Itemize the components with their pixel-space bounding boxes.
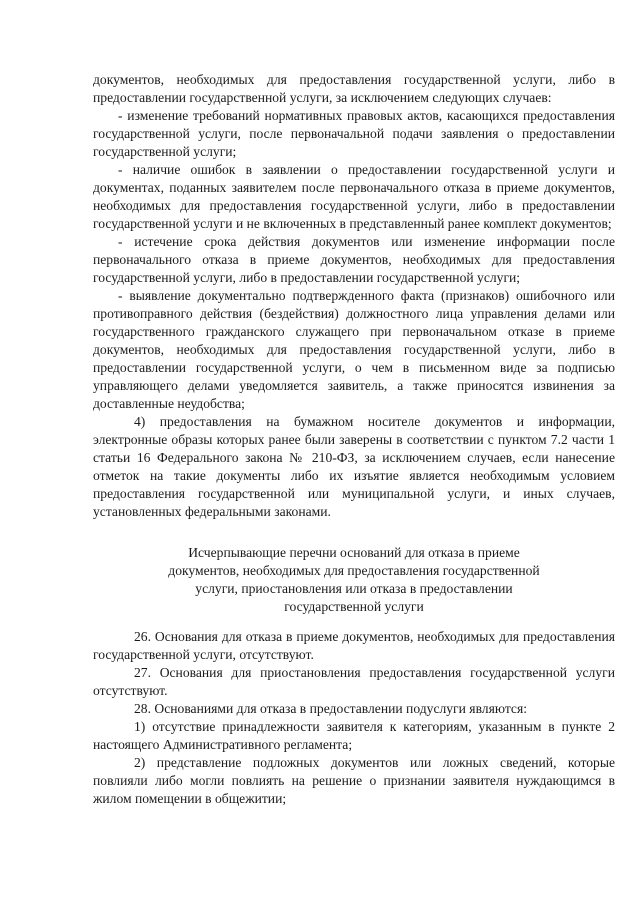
list-item: - истечение срока действия документов или изменение информации после первоначального отказа в приеме документов, необходимых для предоставления государственной услуги, либо в предоставлении государственной услуги; bbox=[93, 234, 615, 285]
heading-line: документов, необходимых для предоставления государственной bbox=[168, 563, 540, 578]
heading-line: Исчерпывающие перечни оснований для отказа в приеме bbox=[188, 545, 520, 560]
paragraph: 28. Основаниями для отказа в предоставлении подуслуги являются: bbox=[134, 701, 527, 716]
list-item: - выявление документально подтвержденного факта (признаков) ошибочного или противоправного действия (бездействия) должностного лица управления делами или государственного гражданского служащего при первоначальном отказе в приеме документов, необходимых для предоставления государственной услуги, либо в предоставлении государственной услуги, о чем в письменном виде за подписью управляющего делами уведомляется заявитель, а также приносятся извинения за доставленные неудобства; bbox=[93, 288, 615, 411]
list-item: - изменение требований нормативных правовых актов, касающихся предоставления государственной услуги, после первоначальной подачи заявления о предоставлении государственной услуги; bbox=[93, 108, 615, 159]
paragraph: 26. Основания для отказа в приеме документов, необходимых для предоставления государственной услуги, отсутствуют. bbox=[93, 629, 615, 662]
heading-line: государственной услуги bbox=[284, 599, 424, 614]
heading-line: услуги, приостановления или отказа в предоставлении bbox=[195, 581, 513, 596]
text-block-top bbox=[93, 71, 615, 521]
list-item: - наличие ошибок в заявлении о предоставлении государственной услуги и документах, поданных заявителем после первоначального отказа в приеме документов, необходимых для предоставления государственной услуги, либо в предоставлении государственной услуги и не включенных в представленный ранее комплект документов; bbox=[93, 162, 615, 231]
paragraph: 27. Основания для приостановления предоставления государственной услуги отсутствуют. bbox=[93, 665, 615, 698]
paragraph: документов, необходимых для предоставления государственной услуги, либо в предоставлении государственной услуги, за исключением следующих случаев: bbox=[93, 72, 615, 105]
paragraph: 4) предоставления на бумажном носителе документов и информации, электронные образы которых ранее были заверены в соответствии с пунктом 7.2 части 1 статьи 16 Федерального закона № 210-ФЗ, за исключением случаев, если нанесение отметок на такие документы либо их изъятие является необходимым условием предоставления государственной или муниципальной услуги, и иных случаев, установленных федеральными законами. bbox=[93, 414, 615, 519]
section-heading bbox=[93, 544, 615, 616]
list-item: 1) отсутствие принадлежности заявителя к категориям, указанным в пункте 2 настоящего Административного регламента; bbox=[93, 719, 615, 752]
text-block-bottom bbox=[93, 628, 615, 808]
list-item: 2) представление подложных документов или ложных сведений, которые повлияли либо могли повлиять на решение о признании заявителя нуждающимся в жилом помещении в общежитии; bbox=[93, 755, 615, 806]
